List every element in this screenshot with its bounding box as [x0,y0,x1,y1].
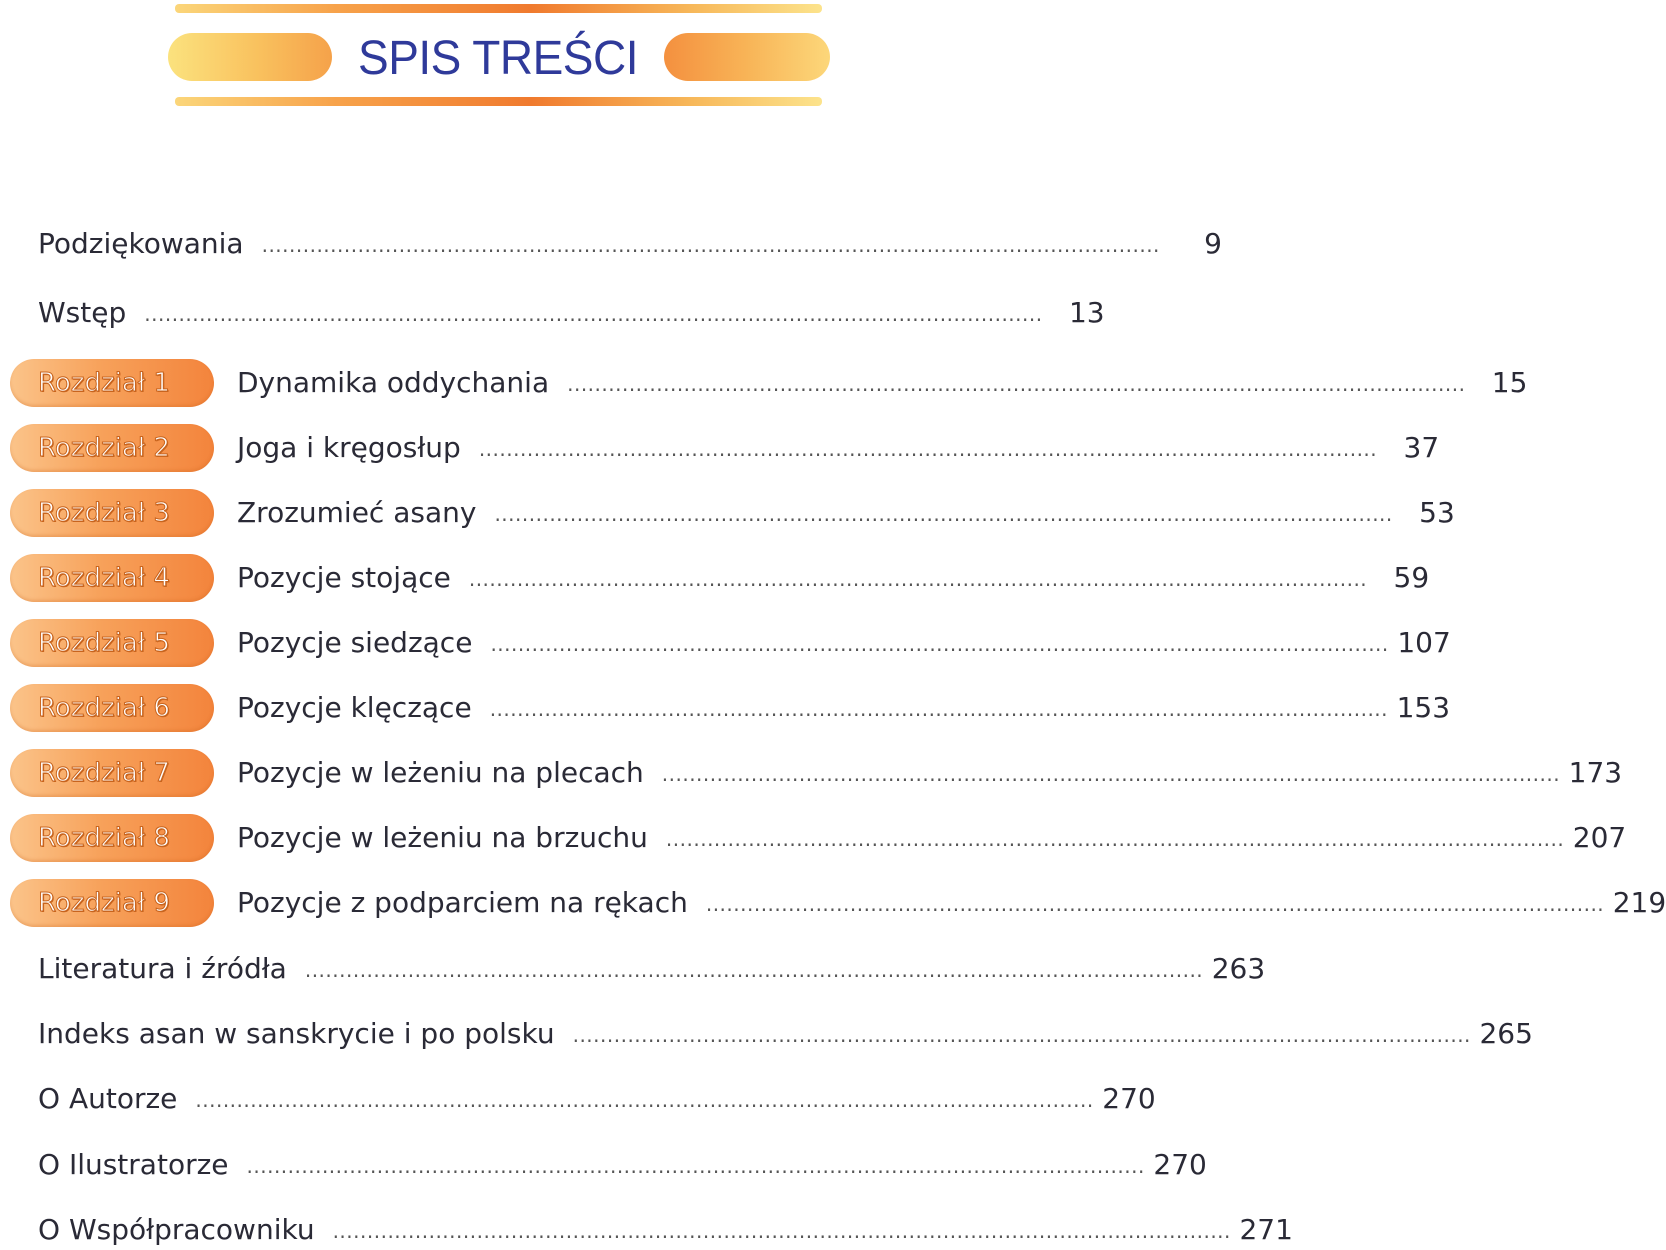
header-bottom-bar [175,97,822,106]
toc-entry-label: Pozycje klęczące [237,691,472,724]
page-title: SPIS TREŚCI [358,29,638,85]
dot-leader: ................................................................................................................................... [304,958,1204,982]
toc-entry-page: 107 [1397,626,1451,659]
toc-entry-wstep[interactable] [38,293,1105,333]
dot-leader: ................................................................................................................................... [661,762,1561,786]
toc-entry-label: Pozycje stojące [237,561,451,594]
toc-entry-page: 15 [1491,366,1528,399]
chapter-badge-label: Rozdział 2 [38,433,170,463]
chapter-badge-label: Rozdział 1 [38,368,170,398]
toc-entry-page: 270 [1153,1148,1207,1181]
toc-entry-chapter-2[interactable] [237,428,1440,468]
dot-leader: ................................................................................................................................... [572,1023,1471,1047]
toc-entry-page: 13 [1068,296,1105,329]
chapter-badge-6 [10,684,214,732]
toc-entry-page: 270 [1102,1082,1156,1115]
dot-leader: ................................................................................................................................... [332,1219,1231,1243]
toc-entry-chapter-5[interactable] [237,623,1451,663]
toc-entry-page: 263 [1211,952,1266,985]
chapter-badge-label: Rozdział 7 [38,758,170,788]
dot-leader: ................................................................................................................................... [490,632,1389,656]
chapter-badge-4 [10,554,214,602]
toc-entry-label: Pozycje w leżeniu na brzuchu [237,821,648,854]
chapter-badge-8 [10,814,214,862]
toc-entry-chapter-4[interactable] [237,558,1430,598]
dot-leader: ................................................................................................................................... [665,827,1565,851]
toc-entry-page: 37 [1403,431,1440,464]
dot-leader: ................................................................................................................................... [478,437,1378,461]
toc-entry-o-ilustratorze[interactable] [38,1145,1207,1185]
toc-entry-label: Wstęp [38,296,127,329]
chapter-badge-label: Rozdział 5 [38,628,170,658]
dot-leader: ................................................................................................................................... [489,697,1389,721]
toc-entry-label: Pozycje z podparciem na rękach [237,886,688,919]
header-top-bar [175,4,822,13]
chapter-badge-2 [10,424,214,472]
toc-entry-label: O Ilustratorze [38,1148,229,1181]
dot-leader: ................................................................................................................................... [261,233,1160,257]
toc-entry-label: O Współpracowniku [38,1213,315,1246]
dot-leader: ................................................................................................................................... [468,567,1368,591]
chapter-badge-9 [10,879,214,927]
toc-entry-label: Podziękowania [38,227,244,260]
chapter-badge-label: Rozdział 8 [38,823,170,853]
toc-entry-indeks[interactable] [38,1014,1533,1054]
toc-entry-label: Pozycje siedzące [237,626,473,659]
chapter-badge-label: Rozdział 3 [38,498,170,528]
toc-entry-label: Literatura i źródła [38,952,287,985]
toc-entry-label: Dynamika oddychania [237,366,550,399]
toc-entry-chapter-6[interactable] [237,688,1451,728]
toc-entry-page: 59 [1393,561,1430,594]
chapter-badge-1 [10,359,214,407]
toc-entry-page: 173 [1568,756,1623,789]
toc-entry-page: 219 [1612,886,1666,919]
chapter-badge-label: Rozdział 9 [38,888,170,918]
dot-leader: ................................................................................................................................... [705,892,1605,916]
toc-entry-label: O Autorze [38,1082,178,1115]
toc-entry-page: 153 [1396,691,1451,724]
toc-entry-label: Pozycje w leżeniu na plecach [237,756,644,789]
header-left-pill [168,33,332,81]
toc-entry-page: 9 [1204,227,1222,260]
chapter-badge-label: Rozdział 6 [38,693,170,723]
toc-entry-chapter-8[interactable] [237,818,1627,858]
toc-entry-chapter-3[interactable] [237,493,1455,533]
toc-entry-page: 207 [1572,821,1627,854]
toc-entry-page: 265 [1479,1017,1533,1050]
chapter-badge-3 [10,489,214,537]
toc-entry-o-wspolpracowniku[interactable] [38,1210,1293,1250]
dot-leader: ................................................................................................................................... [494,502,1393,526]
toc-entry-literatura[interactable] [38,949,1266,989]
dot-leader: ................................................................................................................................... [567,372,1466,396]
chapter-badge-label: Rozdział 4 [38,563,170,593]
toc-entry-label: Joga i kręgosłup [237,431,461,464]
toc-entry-o-autorze[interactable] [38,1079,1156,1119]
chapter-badge-7 [10,749,214,797]
dot-leader: ................................................................................................................................... [195,1088,1094,1112]
dot-leader: ................................................................................................................................... [246,1154,1145,1178]
toc-entry-chapter-1[interactable] [237,363,1528,403]
toc-entry-page: 271 [1239,1213,1293,1246]
dot-leader: ................................................................................................................................... [144,302,1043,326]
toc-entry-podziekowania[interactable] [38,224,1222,264]
toc-entry-label: Indeks asan w sanskrycie i po polsku [38,1017,555,1050]
toc-entry-chapter-7[interactable] [237,753,1623,793]
toc-entry-label: Zrozumieć asany [237,496,477,529]
toc-entry-page: 53 [1419,496,1455,529]
toc-entry-chapter-9[interactable] [237,883,1666,923]
header-right-pill [664,33,830,81]
chapter-badge-5 [10,619,214,667]
